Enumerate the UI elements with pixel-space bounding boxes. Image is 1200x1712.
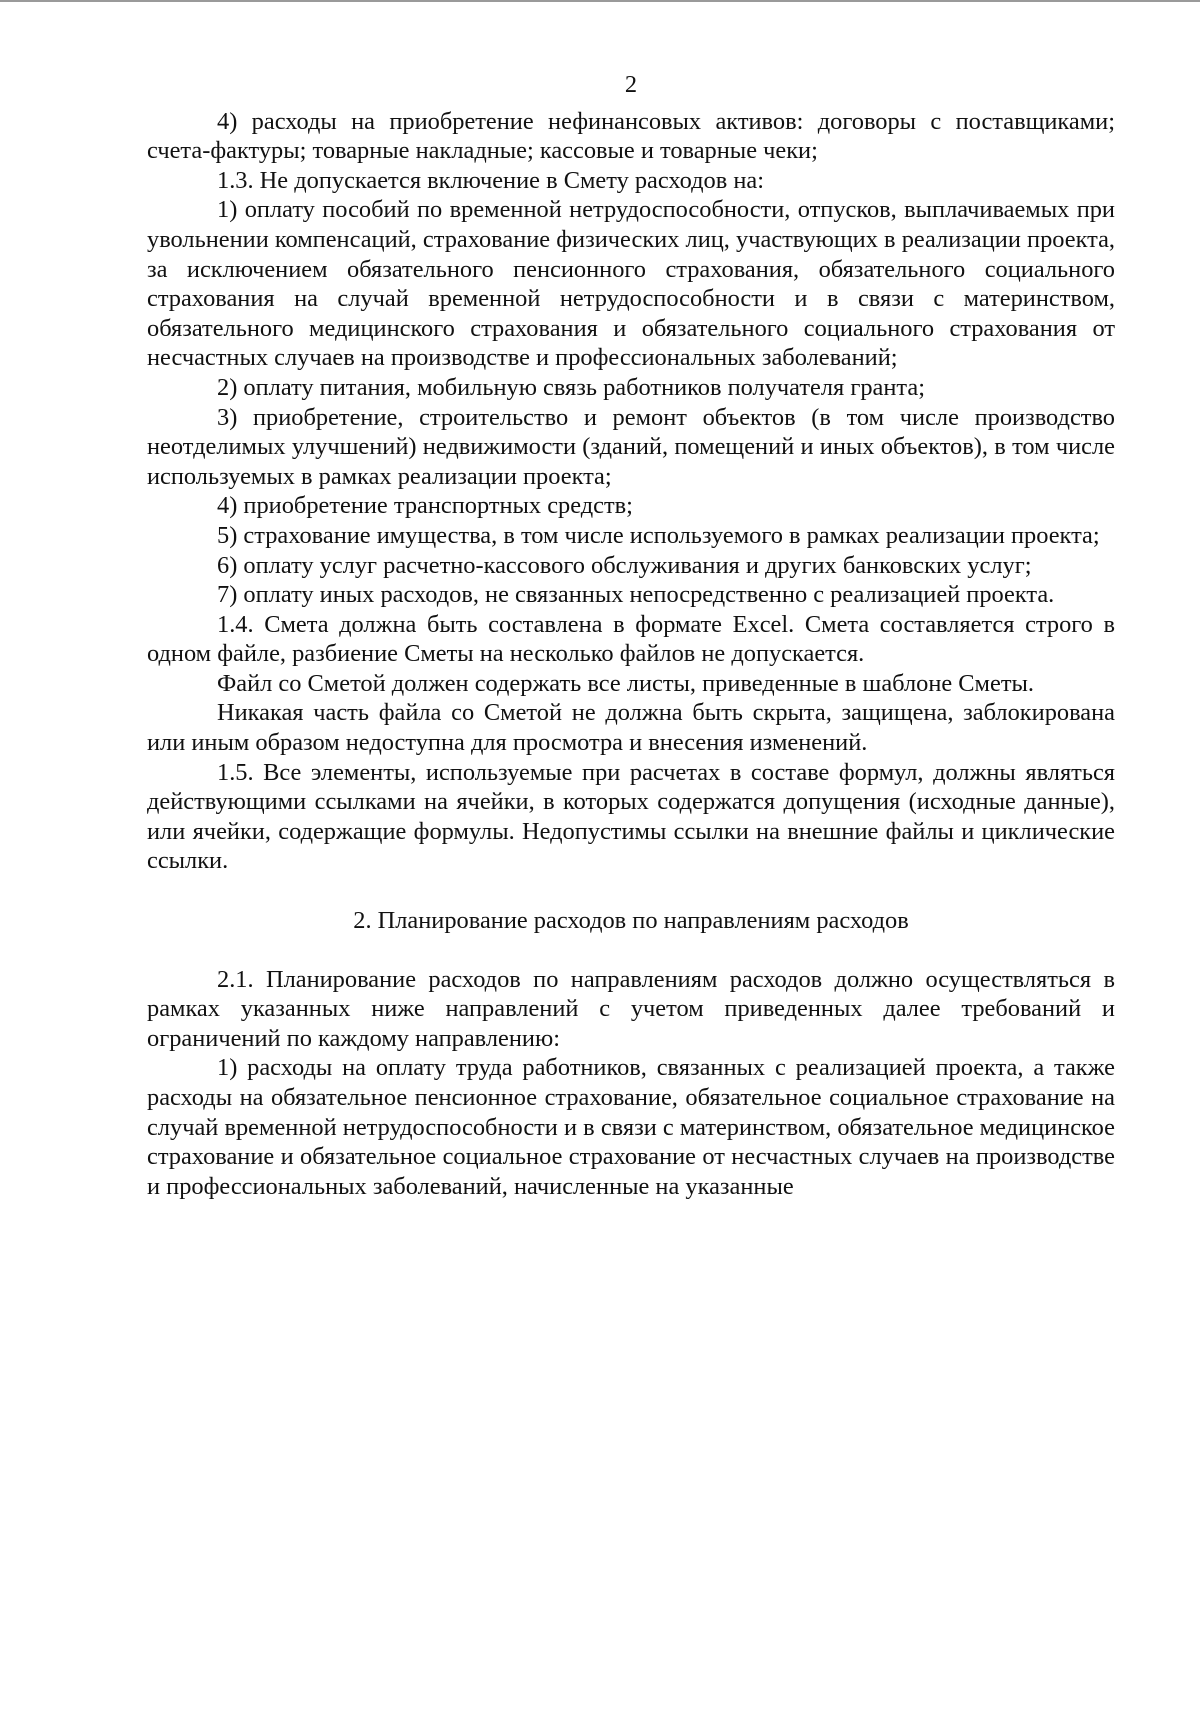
paragraph: 2.1. Планирование расходов по направлениям расходов должно осуществляться в рамках указанных ниже направлений с учетом приведенных далее требований и ограничений по каждому направлению: — [147, 965, 1115, 1052]
paragraph: Никакая часть файла со Сметой не должна быть скрыта, защищена, заблокирована или иным образом недоступна для просмотра и внесения изменений. — [147, 699, 1115, 757]
scan-edge — [0, 0, 1200, 2]
paragraph: 6) оплату услуг расчетно-кассового обслуживания и других банковских услуг; — [217, 551, 1032, 579]
section-heading: 2. Планирование расходов по направлениям расходов — [353, 907, 909, 935]
paragraph: 7) оплату иных расходов, не связанных непосредственно с реализацией проекта. — [217, 581, 1055, 609]
paragraph: 1) расходы на оплату труда работников, связанных с реализацией проекта, а также расходы на обязательное пенсионное страхование, обязательное социальное страхование на случай временной нетрудоспособности и в связи с материнством, обязательное медицинское страхование и обязательное социальное страхование от несчастных случаев на производстве и профессиональных заболеваний, начисленные на указанные — [147, 1054, 1115, 1200]
document-body — [147, 70, 1115, 1201]
page-number: 2 — [624, 71, 638, 98]
paragraph: 3) приобретение, строительство и ремонт объектов (в том числе производство неотделимых улучшений) недвижимости (зданий, помещений и иных объектов), в том числе используемых в рамках реализации проекта; — [147, 403, 1115, 490]
paragraph: 4) приобретение транспортных средств; — [217, 492, 633, 520]
paragraph: 5) страхование имущества, в том числе используемого в рамках реализации проекта; — [217, 521, 1100, 549]
paragraph: 2) оплату питания, мобильную связь работников получателя гранта; — [217, 373, 925, 401]
paragraph: 1.4. Смета должна быть составлена в формате Excel. Смета составляется строго в одном файле, разбиение Сметы на несколько файлов не допускается. — [147, 610, 1115, 668]
paragraph: 1.3. Не допускается включение в Смету расходов на: — [217, 166, 765, 194]
paragraph: 1) оплату пособий по временной нетрудоспособности, отпусков, выплачиваемых при увольнении компенсаций, страхование физических лиц, участвующих в реализации проекта, за исключением обязательного пенсионного страхования, обязательного социального страхования на случай временной нетрудоспособности и в связи с материнством, обязательного медицинского страхования и обязательного социального страхования от несчастных случаев на производстве и профессиональных заболеваний; — [147, 196, 1115, 372]
paragraph: 1.5. Все элементы, используемые при расчетах в составе формул, должны являться действующими ссылками на ячейки, в которых содержатся допущения (исходные данные), или ячейки, содержащие формулы. Недопустимы ссылки на внешние файлы и циклические ссылки. — [147, 758, 1115, 875]
paragraph: 4) расходы на приобретение нефинансовых активов: договоры с поставщиками; счета-фактуры; товарные накладные; кассовые и товарные чеки; — [147, 107, 1115, 165]
paragraph: Файл со Сметой должен содержать все листы, приведенные в шаблоне Сметы. — [217, 669, 1034, 697]
